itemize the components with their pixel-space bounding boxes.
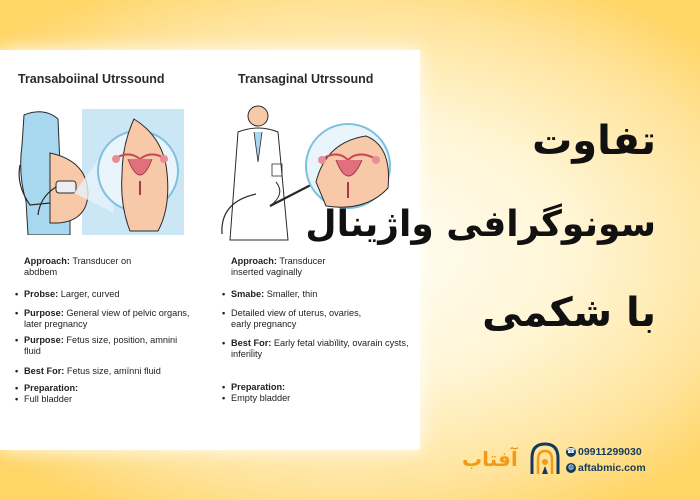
list-item: • Best For: Fetus size, amïnni fluid	[15, 366, 161, 376]
headline-line-1: تفاوت	[532, 118, 656, 164]
right-info-list	[222, 256, 416, 416]
left-info-list	[15, 256, 224, 416]
right-column-title: Transaginal Utrssound	[238, 72, 374, 86]
brand-name: آفتاب	[462, 447, 518, 471]
list-item: • Detailed view of uterus, ovaries, early pregnancy	[222, 308, 362, 329]
brand-logo-icon	[528, 440, 562, 476]
contact-website[interactable]: ◍ aftabmic.com	[567, 462, 646, 474]
list-item: Approach: Transducer on abdbem	[24, 256, 132, 277]
headline-line-3: با شکمی	[482, 290, 656, 336]
contact-phone[interactable]: ☎ 09911299030	[566, 446, 642, 458]
list-item: Approach: Transducer inserted vaginally	[231, 256, 326, 277]
list-item: • Best For: Early fetal viabïlity, ovarain cysts, inferil̈ity	[222, 338, 409, 359]
globe-icon: ◍	[567, 464, 575, 472]
phone-icon: ☎	[566, 448, 576, 456]
list-item: • Purpose: Fetus size, position, amnini fluid	[15, 335, 178, 356]
transabdominal-illustration	[10, 105, 220, 235]
list-item: • Probse: Larger, curved	[15, 289, 120, 299]
list-item: • Purpose: General view of pelvic organs, later pregnancy	[15, 308, 190, 329]
list-item: • Preparation: • Full bladder	[15, 383, 79, 404]
left-column-title: Transaboiinal Utrssound	[18, 72, 165, 86]
list-item: • Smabe: Smaller, thin	[222, 289, 318, 299]
list-item: • Preparation: • Empty bladder	[222, 382, 291, 403]
headline-line-2: سونوگرافی واژینال	[305, 204, 656, 245]
